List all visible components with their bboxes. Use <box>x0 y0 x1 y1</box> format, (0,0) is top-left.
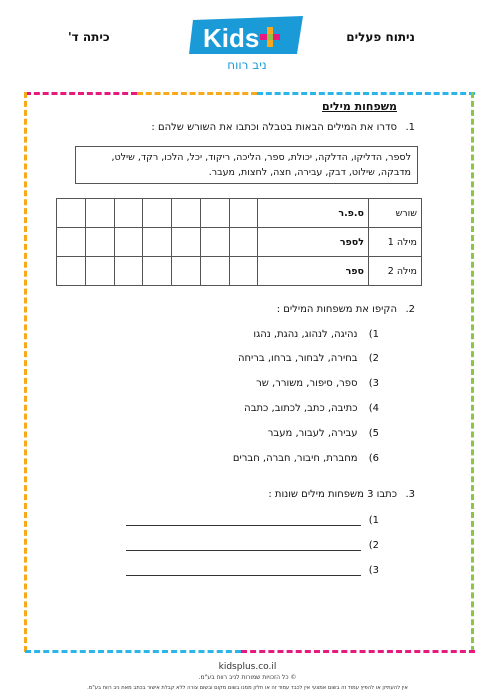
table-cell[interactable] <box>114 228 143 257</box>
root-table <box>56 198 422 286</box>
item-text: בחירה, לבחור, ברחו, בריחה <box>237 353 358 364</box>
item-number: 2) <box>368 540 379 551</box>
item-text: ספר, סיפור, משורר, שר <box>256 378 358 389</box>
row-label: שורש <box>369 199 422 228</box>
table-cell[interactable] <box>172 199 201 228</box>
word-bank-line-2: מדבקה, שילוט, דבק, עבירה, חצה, לחצות, מעבר. <box>208 167 411 178</box>
table-cell[interactable] <box>172 228 201 257</box>
item-number: 4) <box>368 403 379 414</box>
border-bottom-left <box>25 650 241 653</box>
item-text: מחברת, חיבור, חברה, חברים <box>232 453 358 464</box>
item-number: 3) <box>368 378 379 389</box>
list-item[interactable] <box>256 378 379 389</box>
table-cell[interactable] <box>229 257 258 286</box>
item-number: 1) <box>368 515 379 526</box>
item-text: עבירה, לעבור, מעבר <box>267 428 358 439</box>
item-text: כתיבה, כתב, לכתוב, כתבה <box>244 403 358 414</box>
table-row <box>57 228 422 257</box>
border-top-mid <box>137 92 257 95</box>
page-title: משפחות מילים <box>322 100 397 113</box>
table-cell[interactable] <box>172 257 201 286</box>
q1-text: סדרו את המילים הבאות בטבלה וכתבו את השורש שלהם : <box>151 122 397 133</box>
table-cell[interactable]: לספר <box>258 228 369 257</box>
answer-line[interactable] <box>126 565 379 576</box>
border-right <box>471 92 474 652</box>
worksheet-topic: ניתוח פעלים <box>346 30 415 44</box>
answer-line[interactable] <box>126 540 379 551</box>
q2-number: 2. <box>405 304 415 315</box>
q2-text: הקיפו את משפחות המילים : <box>276 304 397 315</box>
list-item[interactable] <box>238 353 379 364</box>
table-row <box>57 199 422 228</box>
table-cell[interactable] <box>229 228 258 257</box>
table-cell[interactable] <box>85 257 114 286</box>
table-cell[interactable] <box>200 199 229 228</box>
kids-logo <box>185 14 310 72</box>
list-item[interactable] <box>233 453 379 464</box>
answer-blank[interactable] <box>126 540 361 551</box>
table-cell[interactable] <box>143 257 172 286</box>
item-number: 3) <box>368 565 379 576</box>
footer-copyright: © כל הזכויות שמורות לניב רווח בע"מ. <box>198 674 297 681</box>
table-cell[interactable] <box>114 257 143 286</box>
table-row <box>57 257 422 286</box>
table-cell[interactable] <box>200 257 229 286</box>
border-bottom-right <box>241 650 475 653</box>
answer-line[interactable] <box>126 515 379 526</box>
item-number: 5) <box>368 428 379 439</box>
q1-number: 1. <box>405 122 415 133</box>
word-bank-line-1: לספר, הדליקו, הדלקה, יכולת, ספר, הליכה, ריקוד, יכל, הלכו, רקד, שילט, <box>111 152 411 163</box>
grade-label: כיתה ד' <box>68 30 110 44</box>
row-label: מילה 1 <box>369 228 422 257</box>
border-left <box>24 92 27 652</box>
table-cell[interactable] <box>114 199 143 228</box>
footer-url[interactable]: kidsplus.co.il <box>218 662 277 672</box>
list-item[interactable] <box>253 329 379 340</box>
item-number: 1) <box>368 329 379 340</box>
table-cell[interactable]: ס.פ.ר <box>258 199 369 228</box>
border-top-left <box>25 92 137 95</box>
item-number: 6) <box>368 453 379 464</box>
table-cell[interactable] <box>143 199 172 228</box>
table-cell[interactable]: ספר <box>258 257 369 286</box>
table-cell[interactable] <box>57 257 86 286</box>
q3-number: 3. <box>405 489 415 500</box>
logo-subtitle: ניב רווח <box>227 58 267 72</box>
table-cell[interactable] <box>143 228 172 257</box>
border-top-right <box>257 92 475 95</box>
item-text: נהיגה, לנהוג, נהגת, נהגו <box>253 329 358 340</box>
table-cell[interactable] <box>85 228 114 257</box>
logo-text: Kids <box>203 23 260 53</box>
row-label: מילה 2 <box>369 257 422 286</box>
footer-legal: אין להעתיק או להפיץ עמוד זה בשום אמצעי אין לכבד עמוד זה או חלק ממנו בשום מקום ובשום צורה ללא קבלת אישור בכתב מאת ניב רווח בע"מ. <box>87 685 408 691</box>
q3-text: כתבו 3 משפחות מילים שונות : <box>268 489 397 500</box>
table-cell[interactable] <box>200 228 229 257</box>
table-cell[interactable] <box>229 199 258 228</box>
answer-blank[interactable] <box>126 515 361 526</box>
item-number: 2) <box>368 353 379 364</box>
table-cell[interactable] <box>57 228 86 257</box>
answer-blank[interactable] <box>126 565 361 576</box>
list-item[interactable] <box>268 428 379 439</box>
word-bank <box>75 146 418 184</box>
table-cell[interactable] <box>57 199 86 228</box>
list-item[interactable] <box>244 403 379 414</box>
table-cell[interactable] <box>85 199 114 228</box>
